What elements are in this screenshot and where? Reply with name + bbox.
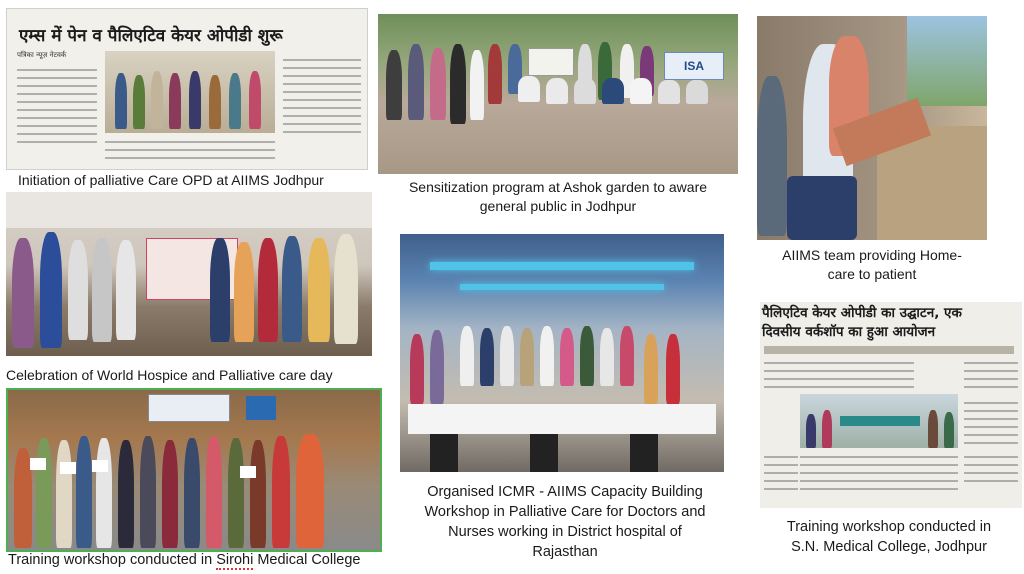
- banner-isa: ISA: [664, 52, 724, 80]
- caption-sirohi-workshop: [8, 551, 361, 570]
- photo-home-care: [757, 16, 987, 240]
- caption-world-hospice-day: Celebration of World Hospice and Palliative care day: [6, 367, 333, 383]
- caption-line: S.N. Medical College, Jodhpur: [791, 539, 987, 555]
- news-photo-sn: [800, 394, 958, 448]
- photo-world-hospice-day: [6, 192, 372, 356]
- caption-line: Sensitization program at Ashok garden to aware: [408, 179, 708, 195]
- news-byline: पत्रिका न्यूज़ नेटवर्क: [17, 51, 67, 59]
- newspaper-clipping-sn-medical: [760, 302, 1022, 508]
- caption-prefix: Training workshop conducted in: [8, 552, 217, 568]
- caption-line: AIIMS team providing Home-: [782, 247, 962, 263]
- caption-line: care to patient: [827, 266, 917, 282]
- news-headline-sn: [762, 304, 1022, 342]
- news-photo: [105, 51, 275, 133]
- caption-line: Workshop in Palliative Care for Doctors and: [424, 504, 706, 520]
- caption-icmr-workshop: [400, 482, 730, 562]
- caption-opd-initiation: Initiation of palliative Care OPD at AIIMS Jodhpur: [18, 172, 324, 188]
- headline-line: दिवसीय वर्कशॉप का हुआ आयोजन: [762, 324, 936, 340]
- caption-ashok-garden: [378, 178, 738, 216]
- caption-line: Rajasthan: [532, 544, 598, 560]
- caption-line: Nurses working in District hospital of: [448, 524, 682, 540]
- news-headline: एम्स में पेन व पैलिएटिव केयर ओपीडी शुरू: [19, 26, 283, 46]
- caption-suffix: Medical College: [253, 552, 361, 568]
- photo-sirohi-workshop: [6, 388, 382, 552]
- caption-sn-medical-college: [760, 517, 1018, 557]
- newspaper-clipping-opd: [6, 8, 368, 170]
- caption-line: general public in Jodhpur: [479, 198, 637, 214]
- caption-line: Training workshop conducted in: [786, 519, 992, 535]
- caption-highlight: Sirohi: [216, 552, 254, 568]
- headline-line: पैलिएटिव केयर ओपीडी का उद्घाटन, एक: [762, 305, 962, 321]
- photo-icmr-workshop: [400, 234, 724, 472]
- caption-line: Organised ICMR - AIIMS Capacity Building: [427, 484, 703, 500]
- caption-home-care: [757, 246, 987, 284]
- photo-ashok-garden: [378, 14, 738, 174]
